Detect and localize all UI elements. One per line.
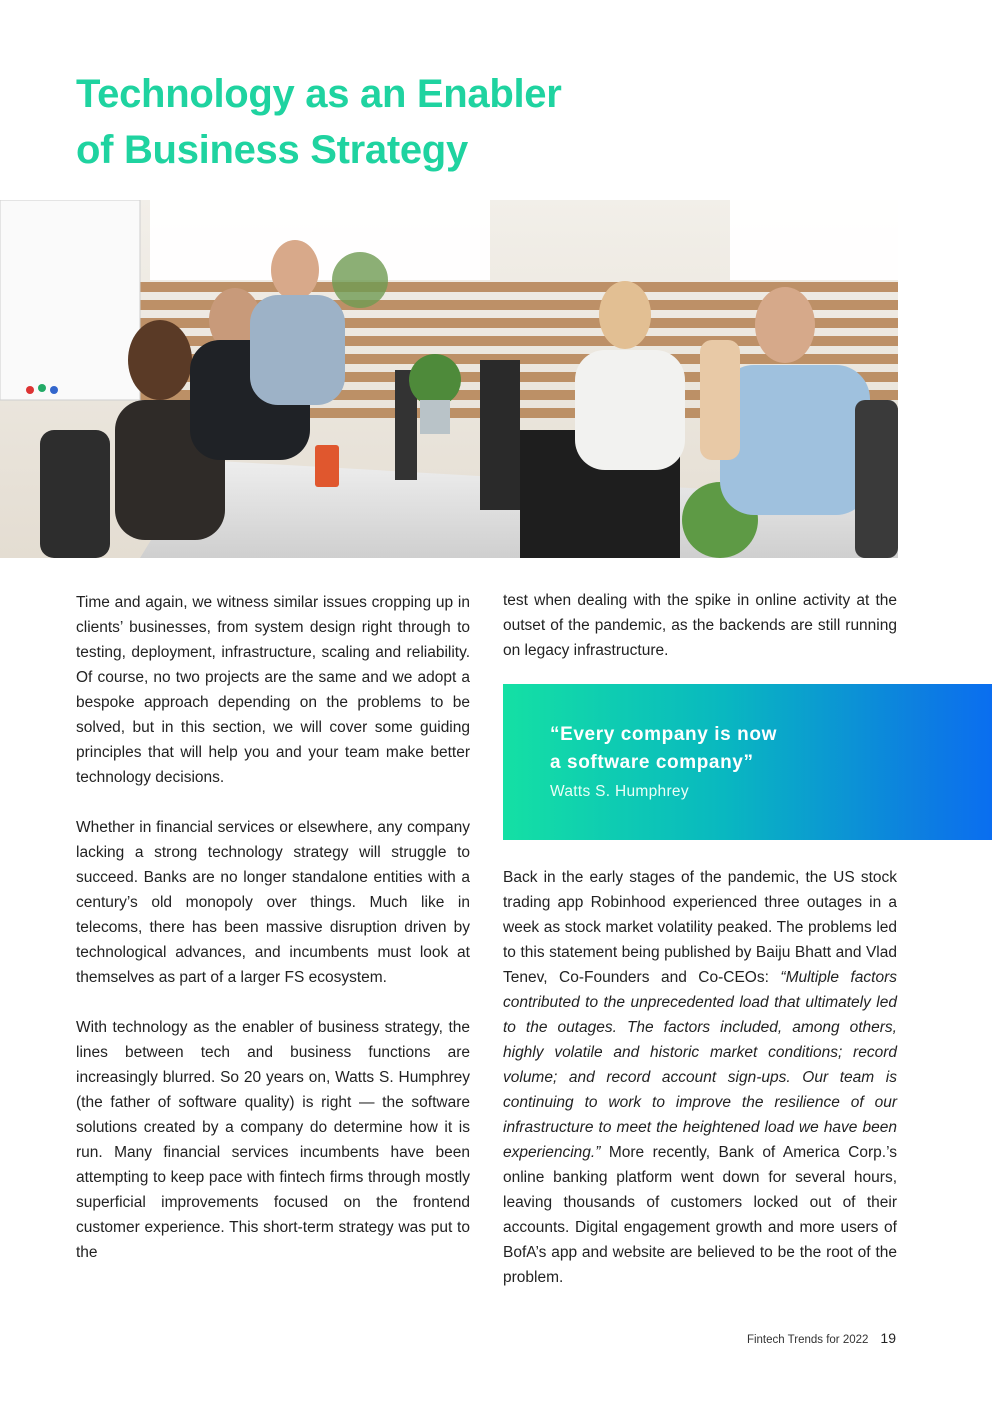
title-line-1: Technology as an Enabler	[76, 72, 562, 116]
left-column	[76, 590, 470, 1290]
right-column-top	[503, 588, 897, 688]
body-paragraph: Whether in financial services or elsewhere, any company lacking a strong technology strategy will struggle to succeed. Banks are no longer standalone entities with a century’s old monopoly over things. Much like in telecoms, there has been massive disruption driven by technological advances, and incumbents must look at themselves as part of a larger FS ecosystem.	[76, 819, 470, 986]
page-title	[76, 66, 636, 178]
paragraph-text: More recently, Bank of America Corp.’s online banking platform went down for several hours, leaving thousands of customers locked out of their accounts. Digital engagement growth and more users of BofA’s app and website are believed to be the root of the problem.	[503, 1144, 897, 1286]
photo-illustration	[0, 200, 898, 558]
quote-text	[550, 721, 850, 777]
quote-line-2: a software company”	[550, 752, 754, 773]
body-paragraph: Time and again, we witness similar issues cropping up in clients’ businesses, from system design right through to testing, deployment, infrastructure, scaling and reliability. Of course, no two projects are the same and we adopt a bespoke approach depending on the problems to be solved, but in this section, we will cover some guiding principles that will help you and your team make better technology decisions.	[76, 594, 470, 786]
right-column-bottom	[503, 865, 897, 1315]
body-paragraph: With technology as the enabler of business strategy, the lines between tech and business functions are increasingly blurred. So 20 years on, Watts S. Humphrey (the father of software quality) is right — the software solutions created by a company do determine how it is run. Many financial services incumbents have been attempting to keep pace with fintech firms through mostly superficial improvements focused on the frontend customer experience. This short-term strategy was put to the	[76, 1019, 470, 1261]
paragraph-text: Back in the early stages of the pandemic, the US stock trading app Robinhood experienced three outages in a week as stock market volatility peaked. The problems led to this statement being published by Baiju Bhatt and Vlad Tenev, Co-Founders and Co-CEOs:	[503, 869, 897, 986]
title-line-2: of Business Strategy	[76, 128, 468, 172]
publication-name: Fintech Trends for 2022	[746, 1334, 869, 1346]
page-footer	[747, 1330, 896, 1346]
quote-line-1: “Every company is now	[550, 724, 777, 745]
body-paragraph	[503, 865, 897, 1290]
quote-author: Watts S. Humphrey	[550, 783, 689, 800]
body-paragraph: test when dealing with the spike in online activity at the outset of the pandemic, as the backends are still running on legacy infrastructure.	[503, 592, 897, 659]
pull-quote	[503, 684, 992, 840]
page-number: 19	[880, 1330, 896, 1346]
robinhood-statement-quote: “Multiple factors contributed to the unprecedented load that ultimately led to the outages. The factors included, among others, highly volatile and historic market conditions; record volume; and record account sign-ups. Our team is continuing to work to improve the resilience of our infrastructure to meet the heightened load we have been experiencing.”	[503, 969, 897, 1161]
office-meeting-photo	[0, 200, 898, 558]
